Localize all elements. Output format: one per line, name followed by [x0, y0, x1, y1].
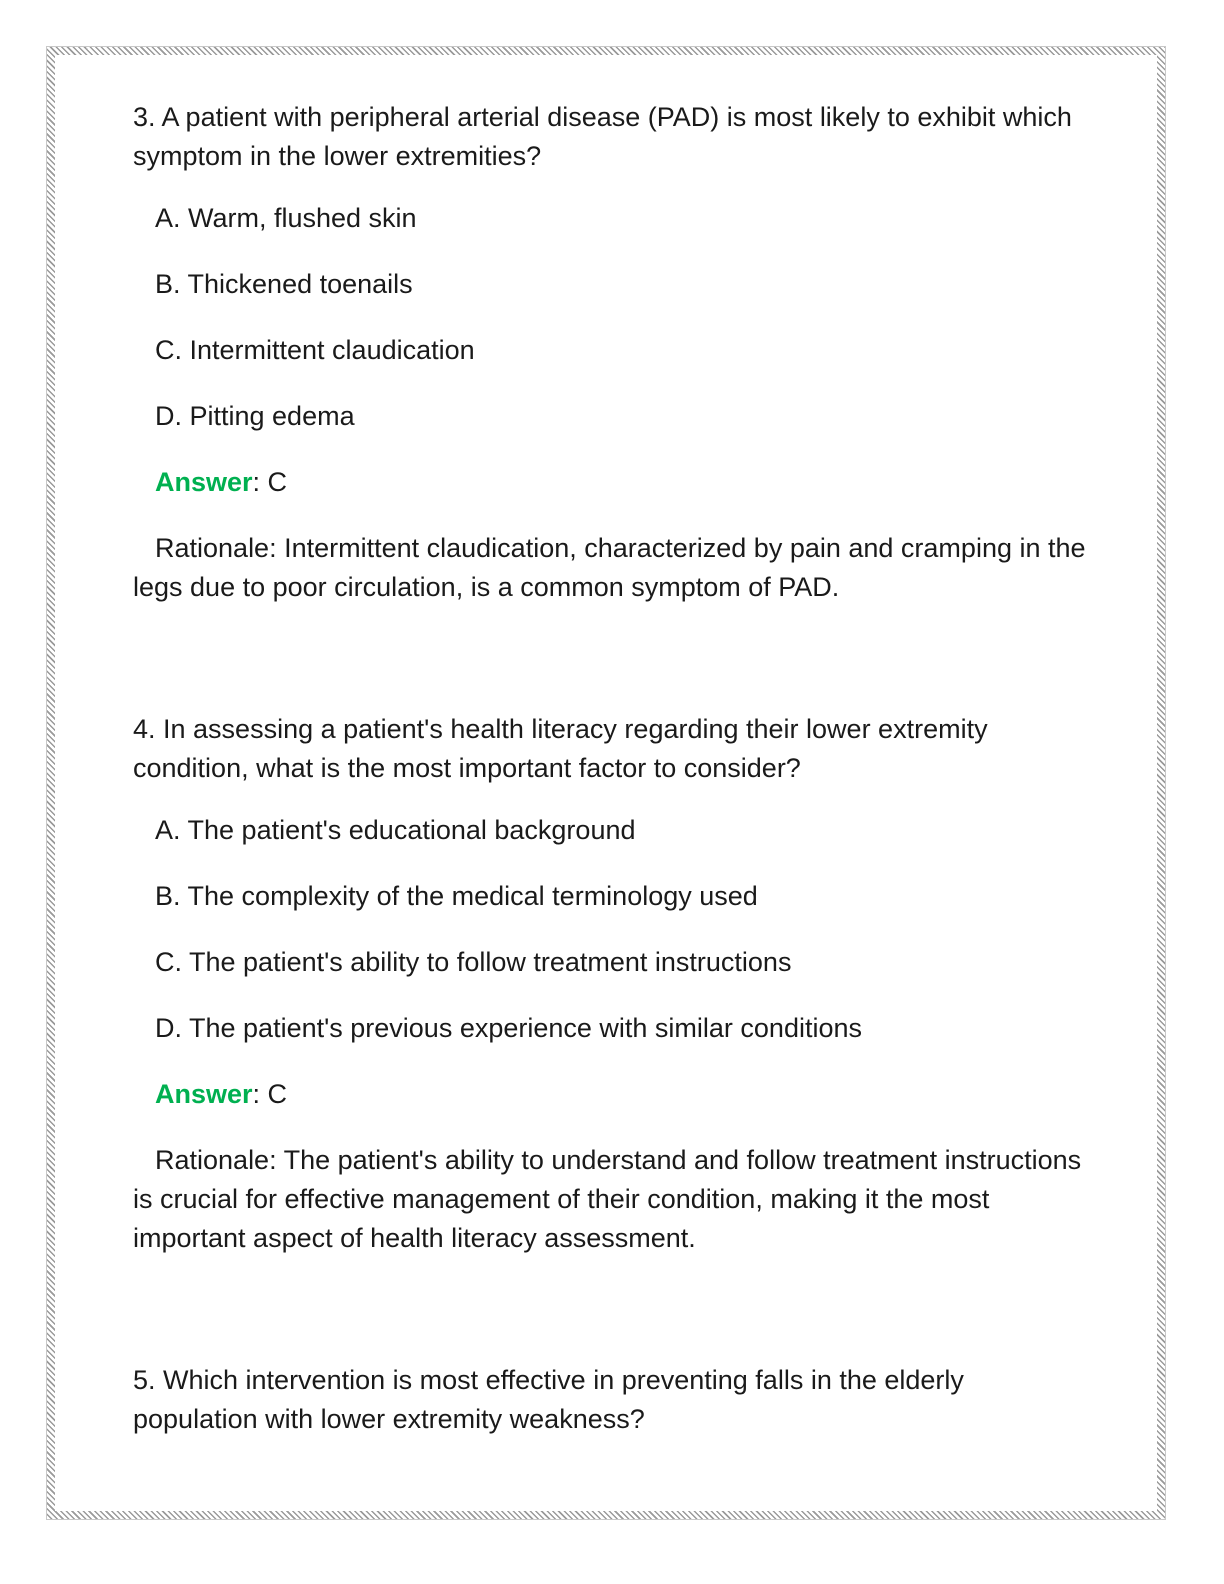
- option-a: A. Warm, flushed skin: [155, 203, 417, 233]
- answer-label: Answer: [155, 1079, 253, 1109]
- question-block-4: [133, 710, 1093, 1258]
- document-content: [133, 98, 1093, 1462]
- answer-line: [155, 463, 1093, 502]
- option-d: D. The patient's previous experience with similar conditions: [155, 1013, 862, 1043]
- option-c: C. The patient's ability to follow treatment instructions: [155, 947, 792, 977]
- answer-line: [155, 1075, 1093, 1114]
- option-d: D. Pitting edema: [155, 401, 355, 431]
- option-b: B. The complexity of the medical terminology used: [155, 881, 758, 911]
- answer-value: : C: [252, 467, 288, 497]
- answer-value: : C: [252, 1079, 288, 1109]
- option-a: A. The patient's educational background: [155, 815, 636, 845]
- answer-label: Answer: [155, 467, 253, 497]
- rationale-text: Rationale: The patient's ability to understand and follow treatment instructions is crucial for effective management of their condition, making it the most important aspect of health literacy assessment.: [133, 1145, 1082, 1253]
- rationale-text: Rationale: Intermittent claudication, characterized by pain and cramping in the legs due to poor circulation, is a common symptom of PAD.: [133, 533, 1086, 602]
- section-spacer: [133, 607, 1093, 710]
- question-block-3: [133, 98, 1093, 607]
- question-text: 5. Which intervention is most effective in preventing falls in the elderly population with lower extremity weakness?: [133, 1365, 964, 1434]
- question-text: 4. In assessing a patient's health literacy regarding their lower extremity condition, what is the most important factor to consider?: [133, 714, 988, 783]
- question-text: 3. A patient with peripheral arterial disease (PAD) is most likely to exhibit which symptom in the lower extremities?: [133, 102, 1072, 171]
- option-b: B. Thickened toenails: [155, 269, 413, 299]
- question-block-5: [133, 1361, 1093, 1439]
- section-spacer: [133, 1258, 1093, 1361]
- option-c: C. Intermittent claudication: [155, 335, 475, 365]
